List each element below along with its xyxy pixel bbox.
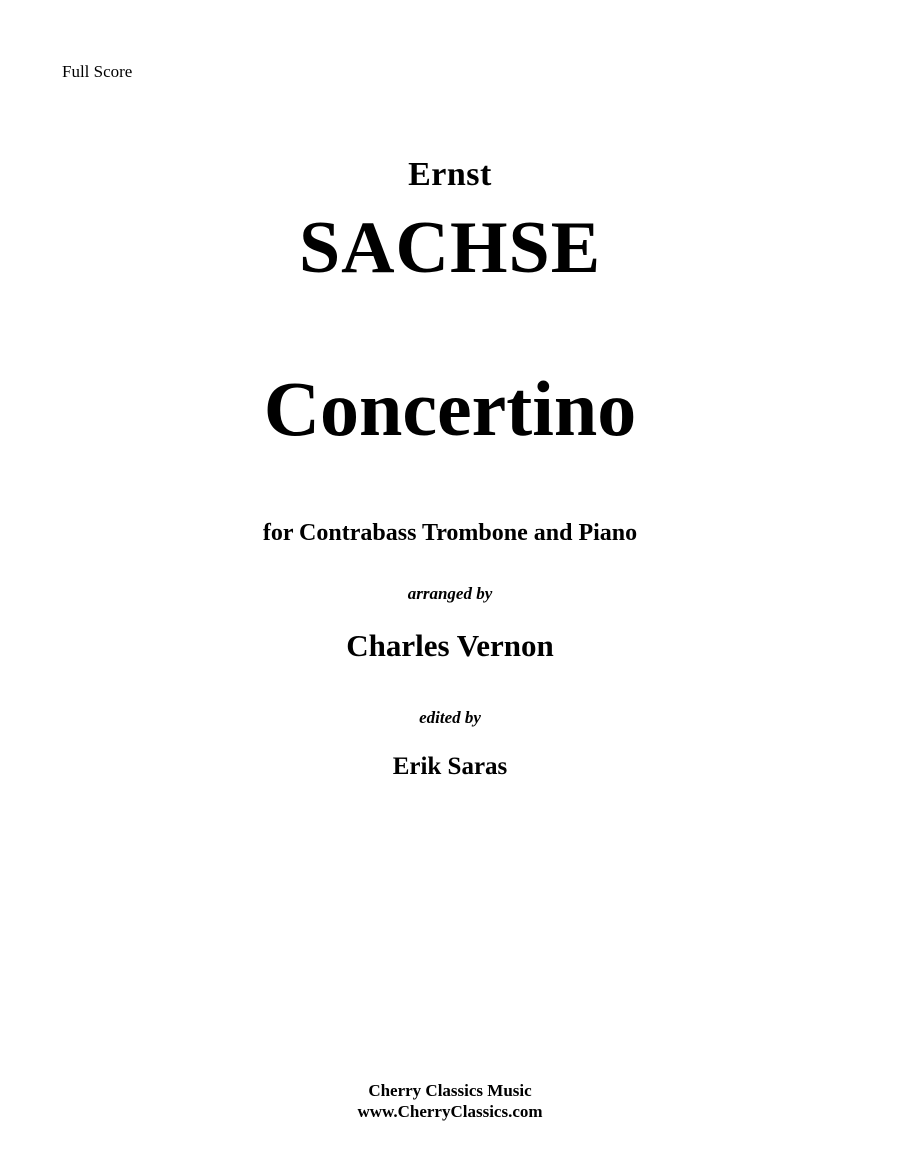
arranger-name: Charles Vernon [346, 628, 554, 663]
editor-name: Erik Saras [392, 753, 508, 780]
publisher-name: Cherry Classics Music [368, 1081, 532, 1100]
work-title: Concertino [263, 365, 637, 452]
score-type-label: Full Score [62, 62, 133, 81]
edited-by-label: edited by [419, 708, 481, 727]
composer-last-name: SACHSE [298, 207, 602, 289]
arranged-by-label: arranged by [407, 584, 493, 603]
instrumentation-subtitle: for Contrabass Trombone and Piano [262, 520, 638, 546]
publisher-website: www.CherryClassics.com [357, 1102, 543, 1121]
composer-first-name: Ernst [408, 156, 492, 193]
